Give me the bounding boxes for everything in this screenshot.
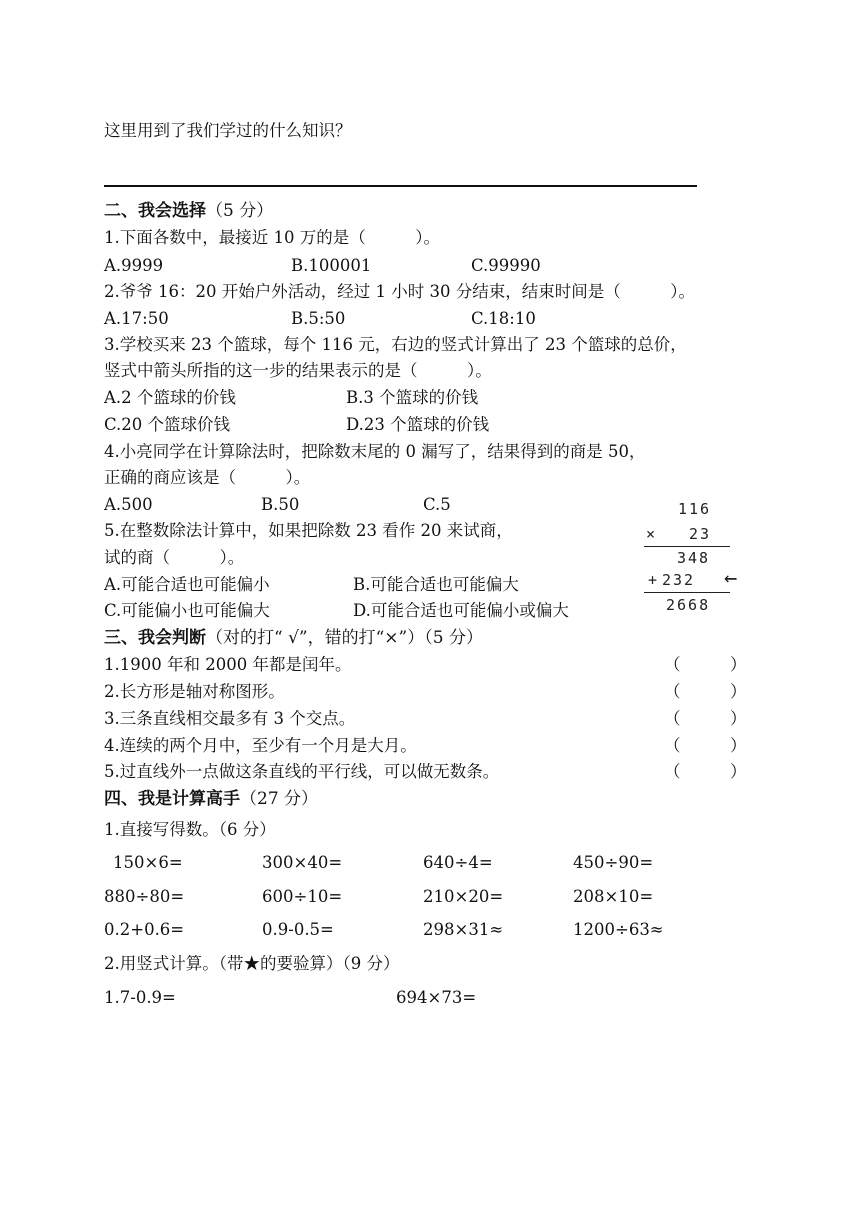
calc-r3-c4: 1200÷63≈ xyxy=(573,920,664,939)
part2-item-2: 694×73= xyxy=(396,988,477,1007)
calc-r2-c1: 880÷80= xyxy=(104,887,185,906)
calc-r3-c2: 0.9-0.5= xyxy=(262,920,334,939)
answer-line xyxy=(104,185,697,187)
calc-line1 xyxy=(644,546,730,547)
section3-title: 三、我会判断 xyxy=(104,628,206,648)
judge-answer-5: （ ） xyxy=(664,762,747,781)
q1-option-c: C.99990 xyxy=(471,256,541,275)
q3-option-b: B.3 个篮球的价钱 xyxy=(346,388,479,407)
part1-title: 1.直接写得数。（6 分） xyxy=(104,820,276,839)
section2-title: 二、我会选择 xyxy=(104,201,206,221)
part2-item-1: 1.7-0.9= xyxy=(104,988,176,1007)
q3-option-d: D.23 个篮球的价钱 xyxy=(346,415,490,434)
q5-line2: 试的商（ ）。 xyxy=(104,548,245,567)
q3-option-c: C.20 个篮球价钱 xyxy=(104,415,231,434)
q2-option-b: B.5:50 xyxy=(291,309,346,328)
section3-subtitle: （对的打“ √”，错的打“×”）（5 分） xyxy=(206,628,483,648)
calc-r1-c1: 150×6= xyxy=(113,853,183,872)
q4-option-b: B.50 xyxy=(261,495,300,514)
judge-item-2: 2.长方形是轴对称图形。 xyxy=(104,682,285,701)
judge-answer-4: （ ） xyxy=(664,736,747,755)
q4-line1: 4.小亮同学在计算除法时，把除数末尾的 0 漏写了，结果得到的商是 50， xyxy=(104,442,646,461)
q1-option-a: A.9999 xyxy=(104,256,164,275)
calc-r2-c2: 600÷10= xyxy=(262,887,343,906)
q3-option-a: A.2 个篮球的价钱 xyxy=(104,388,236,407)
calc-plus-sign: + xyxy=(648,571,660,589)
section2-heading xyxy=(104,203,273,220)
section4-title: 四、我是计算高手 xyxy=(104,789,240,809)
q5-option-b: B.可能合适也可能偏大 xyxy=(353,575,519,594)
judge-item-1: 1.1900 年和 2000 年都是闰年。 xyxy=(104,655,352,674)
calc-r2-c4: 208×10= xyxy=(573,887,654,906)
intro-question: 这里用到了我们学过的什么知识？ xyxy=(104,121,352,140)
calc-r1-c3: 640÷4= xyxy=(423,853,493,872)
judge-answer-2: （ ） xyxy=(664,682,747,701)
q2-text: 2.爷爷 16：20 开始户外活动，经过 1 小时 30 分结束，结束时间是（ ）。 xyxy=(104,282,695,301)
calc-r3-c3: 298×31≈ xyxy=(423,920,504,939)
calc-r1-c4: 450÷90= xyxy=(573,853,654,872)
calc-r1-c2: 300×40= xyxy=(262,853,343,872)
judge-item-5: 5.过直线外一点做这条直线的平行线，可以做无数条。 xyxy=(104,762,500,781)
q5-line1: 5.在整数除法计算中，如果把除数 23 看作 20 来试商， xyxy=(104,521,513,540)
calc-line2 xyxy=(644,592,730,593)
judge-answer-1: （ ） xyxy=(664,655,747,674)
q4-option-a: A.500 xyxy=(104,495,153,514)
q5-option-d: D.可能合适也可能偏小或偏大 xyxy=(353,601,569,620)
calc-r3-c1: 0.2+0.6= xyxy=(104,920,185,939)
judge-item-3: 3.三条直线相交最多有 3 个交点。 xyxy=(104,709,356,728)
q2-option-c: C.18:10 xyxy=(471,309,536,328)
q3-line2: 竖式中箭头所指的这一步的结果表示的是（ ）。 xyxy=(104,361,492,380)
q4-line2: 正确的商应该是（ ）。 xyxy=(104,468,311,487)
q1-text: 1.下面各数中，最接近 10 万的是（ ）。 xyxy=(104,228,440,247)
judge-answer-3: （ ） xyxy=(664,709,747,728)
calc-times-sign: × xyxy=(646,525,658,543)
calc-row4: 232 xyxy=(662,571,696,589)
section2-points: （5 分） xyxy=(206,201,274,221)
section4-points: （27 分） xyxy=(240,789,319,809)
judge-item-4: 4.连续的两个月中，至少有一个月是大月。 xyxy=(104,736,417,755)
calc-row5: 2668 xyxy=(666,596,711,614)
q5-option-c: C.可能偏小也可能偏大 xyxy=(104,601,270,620)
q5-option-a: A.可能合适也可能偏小 xyxy=(104,575,270,594)
q1-option-b: B.100001 xyxy=(291,256,372,275)
section4-heading xyxy=(104,791,318,808)
calc-row2: 23 xyxy=(689,525,712,543)
calc-r2-c3: 210×20= xyxy=(423,887,504,906)
part2-title: 2.用竖式计算。（带★的要验算）（9 分） xyxy=(104,954,400,973)
q2-option-a: A.17:50 xyxy=(104,309,169,328)
q3-line1: 3.学校买来 23 个篮球，每个 116 元，右边的竖式计算出了 23 个篮球的总价， xyxy=(104,335,687,354)
calc-row1: 116 xyxy=(678,500,712,518)
q4-option-c: C.5 xyxy=(423,495,451,514)
arrow-left-icon: ← xyxy=(724,566,738,591)
section3-heading xyxy=(104,630,483,647)
calc-row3: 348 xyxy=(677,549,711,567)
